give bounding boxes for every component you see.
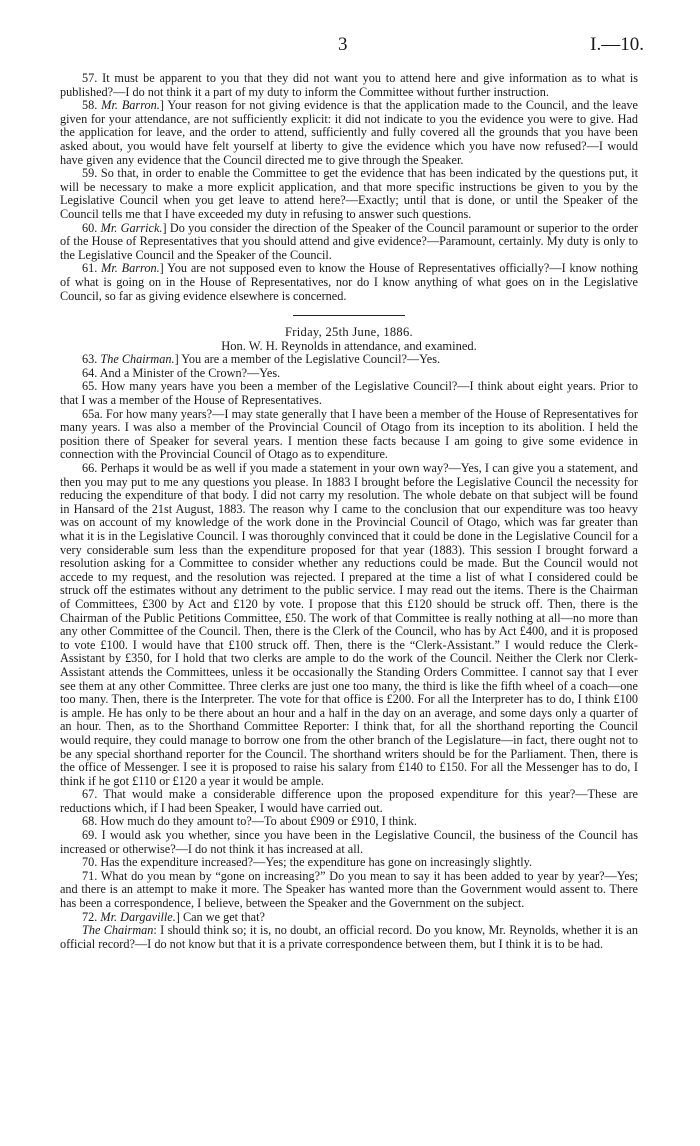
page-number: 3 — [338, 34, 348, 55]
paragraph — [60, 72, 638, 99]
paragraph-text: ] Do you consider the direction of the Speaker of the Council paramount or superior to the order of the House of Representatives that you should attend and give evidence?—Paramount, certainly. My duty is only to the Legislative Council and the Speaker of the Council. — [60, 220, 638, 262]
paragraph-text: 64. And a Minister of the Crown?—Yes. — [82, 365, 281, 380]
paragraph — [60, 462, 638, 788]
paragraph — [60, 353, 638, 367]
paragraph — [60, 408, 638, 462]
paragraph-text: ] Can we get that? — [175, 909, 265, 924]
paragraph — [60, 870, 638, 911]
section-evidence-continued — [60, 72, 638, 303]
speaker-name: Mr. Dargaville. — [100, 909, 176, 924]
paragraph — [60, 222, 638, 263]
paragraph — [60, 924, 638, 951]
question-number: 72. — [82, 909, 101, 924]
paragraph-text: 70. Has the expenditure increased?—Yes; the expenditure has gone on increasingly slightly. — [82, 855, 533, 870]
paragraph — [60, 167, 638, 221]
question-number: 63. — [82, 352, 101, 367]
paragraph — [60, 262, 638, 303]
paragraph-text: 68. How much do they amount to?—To about £909 or £910, I think. — [82, 814, 417, 829]
paragraph — [60, 380, 638, 407]
paragraph-text: 69. I would ask you whether, since you have been in the Legislative Council, the business of the Council has increased or otherwise?—I do not think it has increased at all. — [60, 828, 638, 856]
paragraph-text: ] You are not supposed even to know the House of Representatives officially?—I know nothing of what is going on in the House of Representatives, nor do I know anything of what goes on in the Legislative Council, so far as giving evidence elsewhere is concerned. — [60, 261, 639, 303]
paragraph — [60, 856, 638, 870]
question-number: 60. — [82, 220, 101, 235]
speaker-name: The Chairman. — [100, 352, 175, 367]
paragraph — [60, 367, 638, 381]
page-body — [60, 72, 638, 951]
paragraph-text: 71. What do you mean by “gone on increasing?” Do you mean to say it has been added to year by year?—Yes; and there is an attempt to make it more. The Speaker has wanted more than the Government would assent to. There has been a correspondence, I believe, between the Speaker and the Government on the subject. — [60, 868, 638, 911]
question-number: 58. — [82, 98, 102, 113]
section-reynolds-examination — [60, 353, 638, 951]
paragraph — [60, 829, 638, 856]
paragraph-text: ] Your reason for not giving evidence is that the application made to the Council, and the leave given for your attendance, are not sufficiently explicit: it did not indicate to you the evidence you were to give. Had the application for leave, and the order to attend, sufficiently and fully covered all the grounds that you have been asked about, you would have felt yourself at liberty to give the evidence which you have now refused?—I would have given any evidence that the Council directed me to give through the Speaker. — [60, 98, 638, 167]
attendance-line: Hon. W. H. Reynolds in attendance, and examined. — [221, 338, 477, 353]
document-reference: I.—10. — [590, 34, 644, 55]
speaker-name: Mr. Barron. — [101, 261, 160, 276]
speaker-name: The Chairman — [82, 923, 154, 938]
question-number: 61. — [82, 261, 102, 276]
section-divider — [293, 315, 405, 316]
paragraph — [60, 815, 638, 829]
date-heading: Friday, 25th June, 1886. — [285, 325, 413, 340]
paragraph — [60, 788, 638, 815]
paragraph — [60, 911, 638, 925]
paragraph-text: 65. How many years have you been a member of the Legislative Council?—I think about eight years. Prior to that I was a member of the House of Representatives. — [60, 379, 638, 408]
paragraph-text: 65a. For how many years?—I may state generally that I have been a member of the House of Representatives for many years. I was also a member of the Provincial Council of Otago from its inception to its abolition. I held the position there of Speaker for several years. I mention these facts because I am going to give some evidence in connection with the Provincial Council of Otago as to expenditure. — [60, 406, 638, 462]
paragraph-text: 66. Perhaps it would be as well if you made a statement in your own way?—Yes, I can give you a statement, and then you may put to me any questions you please. In 1883 I brought before the Legislative Council the necessity for reducing the expenditure of that body. I did not carry my resolution. The whole debate on that subject will be found in Hansard of the 21st August, 1883. The reason why I came to the conclusion that our expenditure was too heavy was on account of my knowledge of the work done in the Provincial Council of Otago, which was far greater than what it is in the Legislative Council. I was thoroughly convinced that it could be done in the Legislative Council for a very considerable sum less than the expenditure proposed for that year (1883). This session I brought forward a resolution asking for a Committee to consider whether any reductions could be made. But the Council would not accede to my request, and the resolution was rejected. I prepared at the time a list of what I considered could be struck off the estimates without any detriment to the public service. I may read out the items. There is the Chairman of Committees, £300 by Act and £120 by vote. I propose that this £120 should be struck off. Then, there is the Chairman of the Public Petitions Committee, £50. The work of that Committee is really nothing at all—no more than any other Committee of the Council. Then, there is the Clerk of the Council, who has by Act £400, and it is proposed to vote £100. I would have that £100 struck off. Then, there is the “Clerk-Assistant.” I would reduce the Clerk-Assistant by £350, for I hold that two clerks are ample to do the work of the Council. Neither the Clerk nor Clerk-Assistant attends the Committees, unless it be occasionally the Standing Orders Committee. I cannot say that I ever see them at any other Committee. Three clerks are just one too many, the third is like the fifth wheel of a coach—one too many. Then, there is the Interpreter. The vote for that office is £200. For all the Interpreter has to do, I think £100 is ample. He has only to be there about an hour and a half in the day on an average, and some days only a quarter of an hour. Then, as to the Shorthand Committee Reporter: I think that, for all the shorthand reporting the Council would require, they could manage to borrow one from the other branch of the Legislature—in fact, there ought not to be any special shorthand reporter for the Council. The shorthand writers should be for the Parliament. Then, there is the office of Messenger. I see it is proposed to raise his salary from £140 to £150. For all the Messenger has to do, I think if he got £110 or £120 a year it would be ample. — [60, 461, 638, 788]
paragraph — [60, 99, 638, 167]
paragraph-text: 59. So that, in order to enable the Committee to get the evidence that has been indicated by the questions put, it will be necessary to make a more explicit application, and that more specific instructions be given to you by the Legislative Council when you get leave to attend here?—Exactly; until that is done, or until the Speaker of the Council tells me that I have exceeded my duty in refusing to answer such questions. — [60, 166, 638, 221]
paragraph-text: 57. It must be apparent to you that they did not want you to attend here and give information as to what is published?—I do not think it a part of my duty to inform the Committee without further instruction. — [60, 71, 638, 99]
speaker-name: Mr. Garrick. — [100, 220, 163, 235]
paragraph-text: : I should think so; it is, no doubt, an official record. Do you know, Mr. Reynolds, whether it is an official record?—I do not know but that it is a private correspondence between them, but I think it is to be had. — [60, 923, 638, 951]
speaker-name: Mr. Barron. — [101, 98, 160, 113]
page-header — [0, 34, 700, 58]
paragraph-text: 67. That would make a considerable difference upon the proposed expenditure for this year?—These are reductions which, if I had been Speaker, I would have carried out. — [60, 787, 638, 815]
paragraph-text: ] You are a member of the Legislative Council?—Yes. — [174, 352, 441, 367]
